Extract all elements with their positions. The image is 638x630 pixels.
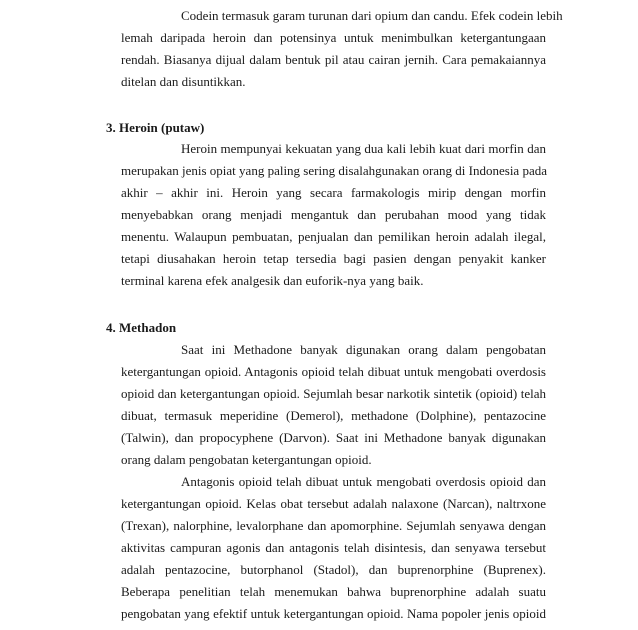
paragraph-line: Heroin mempunyai kekuatan yang dua kali lebih kuat dari morfin dan (181, 141, 546, 156)
paragraph-line: ketergantungan opioid. Antagonis opioid telah dibuat untuk mengobati overdosis (121, 364, 546, 379)
paragraph-line: rendah. Biasanya dijual dalam bentuk pil atau cairan jernih. Cara pemakaiannya (121, 52, 546, 67)
paragraph-line: (Trexan), nalorphine, levalorphane dan apomorphine. Sejumlah senyawa dengan (121, 518, 546, 533)
section-heading-methadon: 4. Methadon (106, 320, 177, 335)
paragraph-line: adalah pentazocine, butorphanol (Stadol), dan buprenorphine (Buprenex). (121, 562, 546, 577)
section-heading-heroin: 3. Heroin (putaw) (106, 120, 205, 135)
paragraph-line: (Talwin), dan propocyphene (Darvon). Saat ini Methadone banyak digunakan (121, 430, 546, 445)
paragraph-line: orang dalam pengobatan ketergantungan opioid. (121, 452, 372, 467)
paragraph-line: ketergantungan opioid. Kelas obat tersebut adalah nalaxone (Narcan), naltrxone (121, 496, 546, 511)
paragraph-line: menentu. Walaupun pembuatan, penjualan dan pemilikan heroin adalah ilegal, (121, 229, 546, 244)
paragraph-line: tetapi diusahakan heroin tetap tersedia bagi pasien dengan penyakit kanker (121, 251, 546, 266)
paragraph-line: opioid dan ketergantungan opioid. Sejumlah besar narkotik sintetik (opioid) telah (121, 386, 546, 401)
paragraph-line: Codein termasuk garam turunan dari opium dan candu. Efek codein lebih (181, 8, 563, 23)
paragraph-line: pengobatan yang efektif untuk ketergantungan opioid. Nama popoler jenis opioid (121, 606, 546, 621)
paragraph-line: akhir – akhir ini. Heroin yang secara farmakologis mirip dengan morfin (121, 185, 546, 200)
paragraph-line: terminal karena efek analgesik dan euforik-nya yang baik. (121, 273, 424, 288)
paragraph-line: aktivitas campuran agonis dan antagonis telah disintesis, dan senyawa tersebut (121, 540, 546, 555)
paragraph-line: Saat ini Methadone banyak digunakan orang dalam pengobatan (181, 342, 546, 357)
paragraph-line: menyebabkan orang menjadi mengantuk dan perubahan mood yang tidak (121, 207, 546, 222)
paragraph-line: Beberapa penelitian telah menemukan bahwa buprenorphine adalah suatu (121, 584, 546, 599)
paragraph-line: lemah daripada heroin dan potensinya untuk menimbulkan ketergantungaan (121, 30, 546, 45)
paragraph-line: Antagonis opioid telah dibuat untuk mengobati overdosis opioid dan (181, 474, 546, 489)
paragraph-line: ditelan dan disuntikkan. (121, 74, 246, 89)
paragraph-line: merupakan jenis opiat yang paling sering disalahgunakan orang di Indonesia pada (121, 163, 547, 178)
paragraph-line: dibuat, termasuk meperidine (Demerol), methadone (Dolphine), pentazocine (121, 408, 546, 423)
